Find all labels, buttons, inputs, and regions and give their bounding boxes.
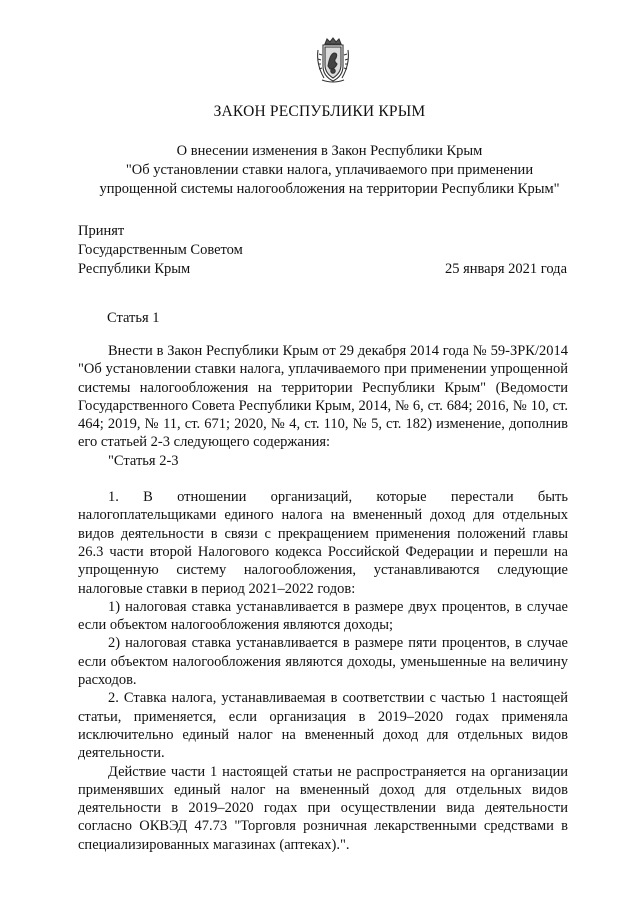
adoption-block — [78, 222, 243, 279]
adoption-date: 25 января 2021 года — [444, 261, 567, 277]
part-1-paragraph: 1. В отношении организаций, которые перестали быть налогоплательщиками единого налога на вмененный доход для отдельных видов деятельности в связи с прекращением применения положений главы 26.3 части второй Налогового кодекса Российской Федерации и перешли на упрощенную систему налогообложения, устанавливаются следующие налоговые ставки в период 2021–2022 годов: — [78, 489, 568, 597]
part-2-paragraph: 2. Ставка налога, устанавливаемая в соответствии с частью 1 настоящей статьи, применяется, если организация в 2019–2020 годах применяла исключительно единый налог на вмененный доход для отдельных видов деятельности. — [78, 690, 568, 762]
exception-paragraph: Действие части 1 настоящей статьи не распространяется на организации применявших единый налог на вмененный доход для отдельных видов деятельности в 2019–2020 годах при осуществлении вида деятельности согласно ОКВЭД 47.73 "Торговля розничная лекарственными средствами в специализированных магазинах (аптеках).". — [78, 763, 568, 853]
law-subtitle — [60, 142, 599, 199]
adoption-line: Республики Крым — [78, 261, 191, 277]
adoption-line: Государственным Советом — [78, 242, 243, 258]
item-1-paragraph: 1) налоговая ставка устанавливается в размере двух процентов, в случае если объектом налогообложения являются доходы; — [78, 598, 568, 634]
intro-paragraph: Внести в Закон Республики Крым от 29 декабря 2014 года № 59-ЗРК/2014 "Об установлении ставки налога, уплачиваемого при применении упрощенной системы налогообложения на территории Республики Крым" (Ведомости Государственного Совета Республики Крым, 2014, № 6, ст. 684; 2016, № 10, ст. 464; 2019, № 11, ст. 671; 2020, № 4, ст. 110, № 5, ст. 182) изменение, дополнив его статьей 2-3 следующего содержания: — [78, 343, 568, 451]
adoption-line: Принят — [78, 223, 125, 239]
subtitle-line: "Об установлении ставки налога, уплачиваемого при применении — [125, 162, 534, 178]
subtitle-line: упрощенной системы налогообложения на территории Республики Крым" — [99, 181, 560, 197]
law-title: ЗАКОН РЕСПУБЛИКИ КРЫМ — [213, 103, 426, 120]
new-article-heading: "Статья 2-3 — [108, 452, 179, 469]
subtitle-line: О внесении изменения в Закон Республики Крым — [176, 143, 483, 159]
article-body — [78, 342, 568, 854]
item-2-paragraph: 2) налоговая ставка устанавливается в размере пяти процентов, в случае если объектом налогообложения являются доходы, уменьшенные на величину расходов. — [78, 635, 568, 689]
article-heading: Статья 1 — [107, 310, 160, 326]
crimea-coat-of-arms-icon — [314, 36, 352, 84]
